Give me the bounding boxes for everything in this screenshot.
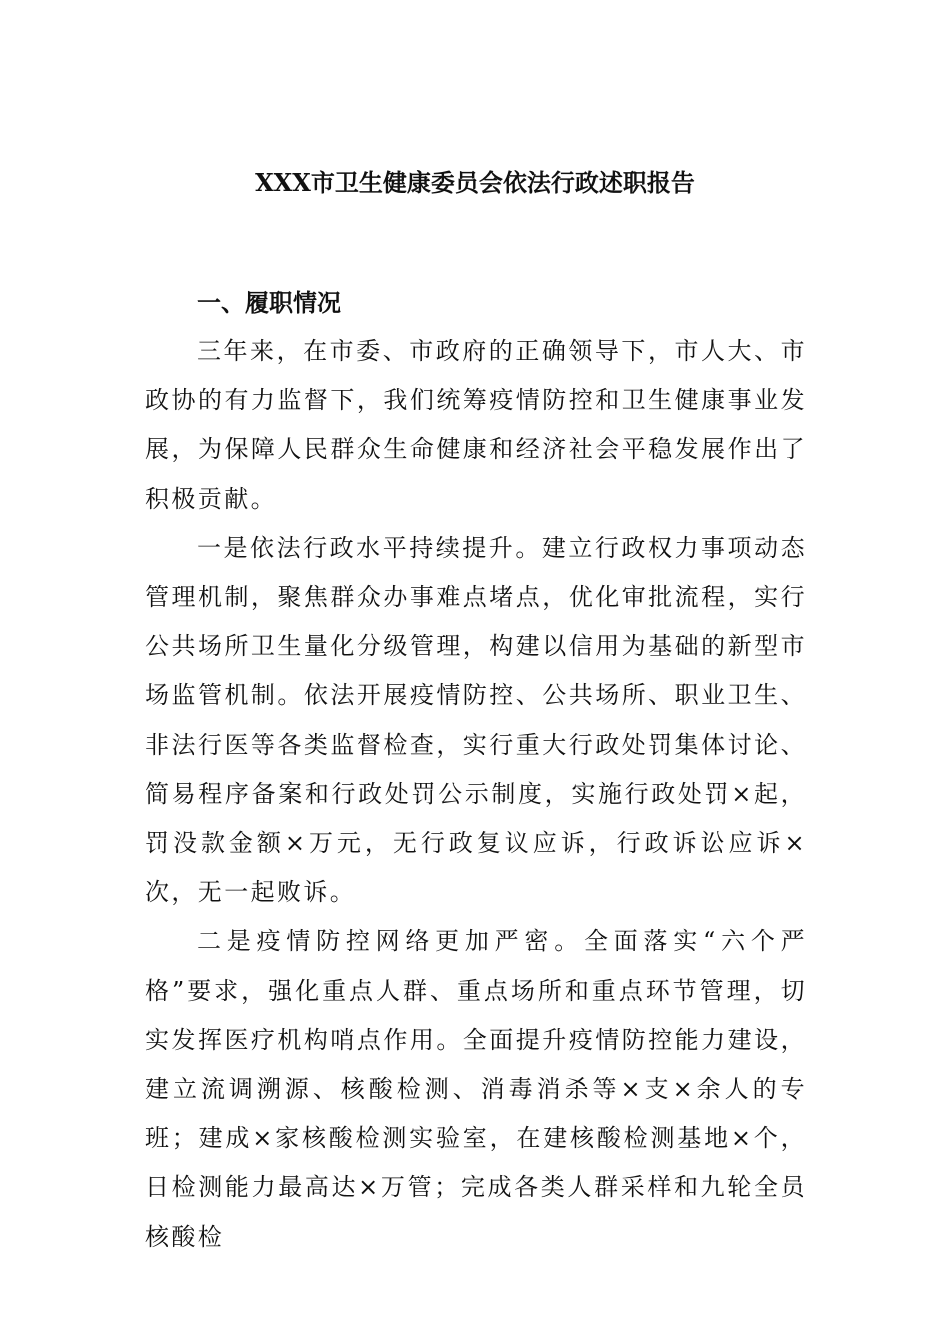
document-title: XXX市卫生健康委员会依法行政述职报告 [255,168,695,197]
section-heading: 一、履职情况 [197,288,341,317]
paragraph-intro: 三年来，在市委、市政府的正确领导下，市人大、市政协的有力监督下，我们统筹疫情防控和卫生健康事业发展，为保障人民群众生命健康和经济社会平稳发展作出了积极贡献。 [145,337,807,513]
document-body [145,327,807,1262]
paragraph-epidemic-control: 二是疫情防控网络更加严密。全面落实“六个严格”要求，强化重点人群、重点场所和重点环节管理，切实发挥医疗机构哨点作用。全面提升疫情防控能力建设，建立流调溯源、核酸检测、消毒消杀等×支×余人的专班；建成×家核酸检测实验室，在建核酸检测基地×个，日检测能力最高达×万管；完成各类人群采样和九轮全员核酸检 [145,927,807,1251]
paragraph-law-administration: 一是依法行政水平持续提升。建立行政权力事项动态管理机制，聚焦群众办事难点堵点，优化审批流程，实行公共场所卫生量化分级管理，构建以信用为基础的新型市场监管机制。依法开展疫情防控、公共场所、职业卫生、非法行医等各类监督检查，实行重大行政处罚集体讨论、简易程序备案和行政处罚公示制度，实施行政处罚×起，罚没款金额×万元，无行政复议应诉，行政诉讼应诉×次，无一起败诉。 [145,533,807,907]
